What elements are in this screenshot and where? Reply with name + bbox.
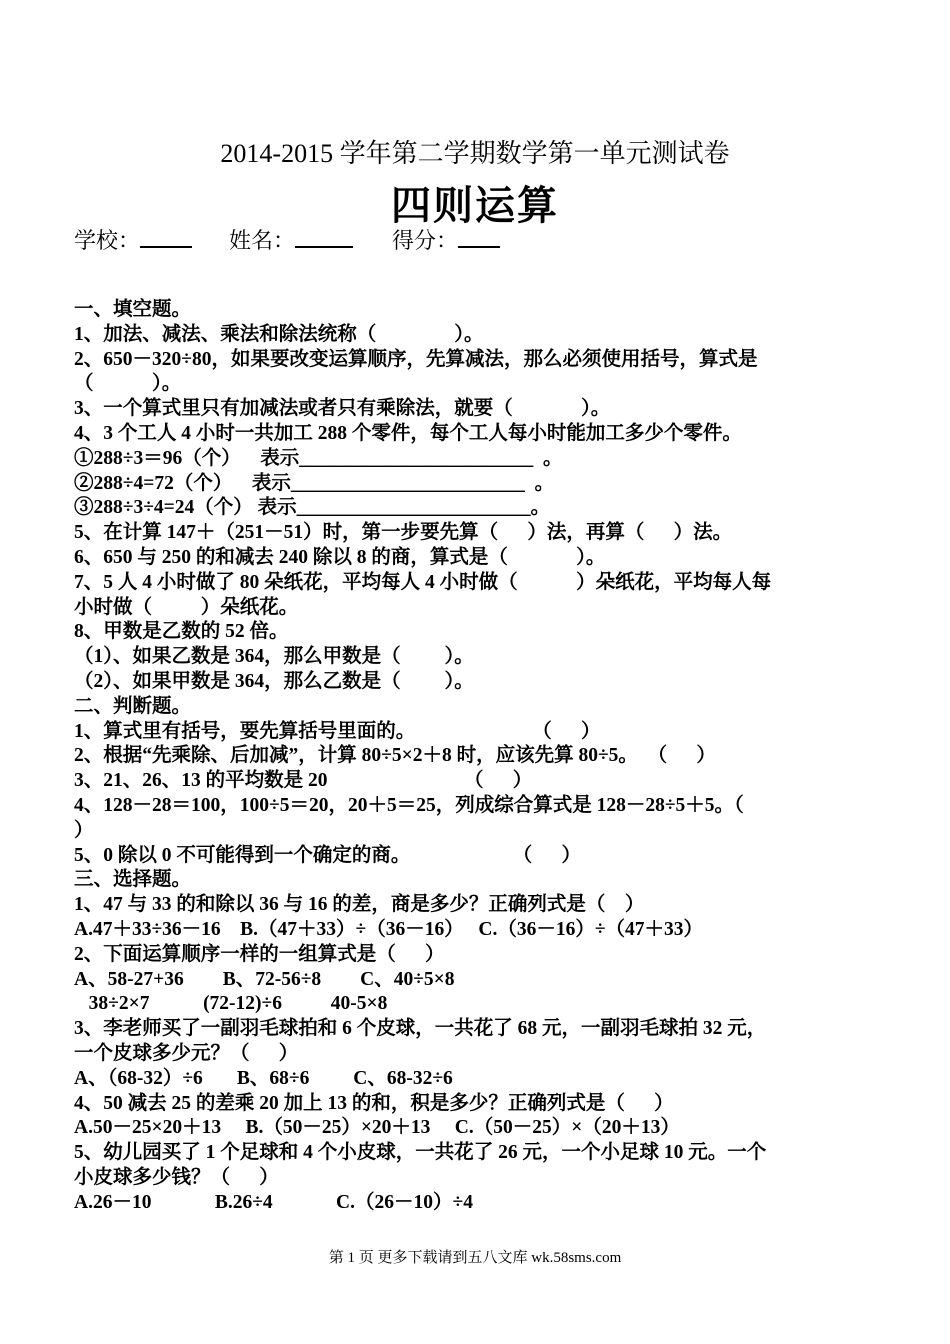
question-line: 3、21、26、13 的平均数是 20 （ ） [74, 770, 533, 792]
exam-title: 2014-2015 学年第二学期数学第一单元测试卷 [220, 139, 730, 168]
question-line: A、（68-32）÷6 B、68÷6 C、68-32÷6 [74, 1067, 453, 1089]
question-line: 1、加法、减法、乘法和除法统称（ ）。 [74, 323, 484, 345]
section-heading: 一、填空题。 [74, 299, 192, 320]
question-line: 1、算式里有括号，要先算括号里面的。 （ ） [74, 720, 601, 742]
question-line: 8、甲数是乙数的 52 倍。 [74, 621, 289, 643]
question-line: A.50－25×20＋13 B.（50－25）×20＋13 C.（50－25）×（20＋13） [74, 1117, 680, 1139]
school-label: 学校： [74, 228, 141, 253]
question-line: 小时做（ ）朵纸花。 [74, 596, 299, 618]
question-line: 一个皮球多少元？（ ） [74, 1042, 299, 1064]
name-blank [295, 226, 353, 248]
exam-content [74, 298, 880, 1215]
student-info-row [74, 224, 500, 255]
question-line: 1、47 与 33 的和除以 36 与 16 的差，商是多少？正确列式是（ ） [74, 894, 645, 916]
score-label: 得分： [392, 228, 459, 253]
question-line: （1）、如果乙数是 364，那么甲数是（ ）。 [74, 646, 474, 668]
question-line: 5、在计算 147＋（251－51）时，第一步要先算（ ）法，再算（ ）法。 [74, 522, 733, 544]
question-line: 4、3 个工人 4 小时一共加工 288 个零件，每个工人每小时能加工多少个零件。 [74, 422, 742, 444]
question-line: ③288÷3÷4=24（个） 表示________________________。 [74, 497, 551, 519]
question-line: ①288÷3＝96（个） 表示________________________ 。 [74, 447, 563, 469]
school-blank [140, 226, 192, 248]
question-line: （2）、如果甲数是 364，那么乙数是（ ）。 [74, 670, 474, 692]
question-line: 7、5 人 4 小时做了 80 朵纸花，平均每人 4 小时做（ ）朵纸花，平均每人每 [74, 571, 772, 593]
question-line: 2、根据“先乘除、后加减”，计算 80÷5×2＋8 时，应该先算 80÷5。 （ ） [74, 745, 716, 767]
page-footer: 第 1 页 更多下载请到五八文库 wk.58sms.com [328, 1250, 622, 1266]
question-line: 3、一个算式里只有加减法或者只有乘除法，就要（ ）。 [74, 398, 611, 420]
name-label: 姓名： [229, 228, 296, 253]
question-line: 5、幼儿园买了 1 个足球和 4 个小皮球，一共花了 26 元，一个小足球 10 元。一个 [74, 1142, 767, 1164]
question-line: 2、650－320÷80，如果要改变运算顺序，先算减法，那么必须使用括号，算式是 [74, 348, 758, 370]
question-line: 3、李老师买了一副羽毛球拍和 6 个皮球，一共花了 68 元，一副羽毛球拍 32 元， [74, 1018, 767, 1040]
section-heading: 二、判断题。 [74, 695, 192, 717]
question-line: A、58-27+36 B、72-56÷8 C、40÷5×8 [74, 968, 455, 990]
score-blank [458, 226, 500, 248]
question-line: 4、50 减去 25 的差乘 20 加上 13 的和，积是多少？正确列式是（ ） [74, 1092, 674, 1114]
question-line: ②288÷4=72（个） 表示________________________ 。 [74, 472, 555, 494]
question-line: （ ）。 [74, 373, 182, 395]
question-line: A.47＋33÷36－16 B.（47＋33）÷（36－16） C.（36－16）÷（47＋33） [74, 918, 704, 940]
question-line: 38÷2×7 (72-12)÷6 40-5×8 [74, 993, 388, 1015]
exam-subtitle: 四则运算 [391, 183, 559, 228]
section-heading: 三、选择题。 [74, 869, 192, 891]
question-line: 5、0 除以 0 不可能得到一个确定的商。 （ ） [74, 844, 582, 866]
question-line: 4、128－28＝100，100÷5＝20，20＋5＝25，列成综合算式是 128－28÷5＋5。（ [74, 794, 744, 816]
question-line: 小皮球多少钱？（ ） [74, 1166, 279, 1188]
question-line: A.26－10 B.26÷4 C.（26－10）÷4 [74, 1191, 473, 1213]
question-line: 6、650 与 250 的和减去 240 除以 8 的商，算式是（ ）。 [74, 546, 606, 568]
question-line: ） [74, 819, 94, 841]
question-line: 2、下面运算顺序一样的一组算式是（ ） [74, 943, 445, 965]
